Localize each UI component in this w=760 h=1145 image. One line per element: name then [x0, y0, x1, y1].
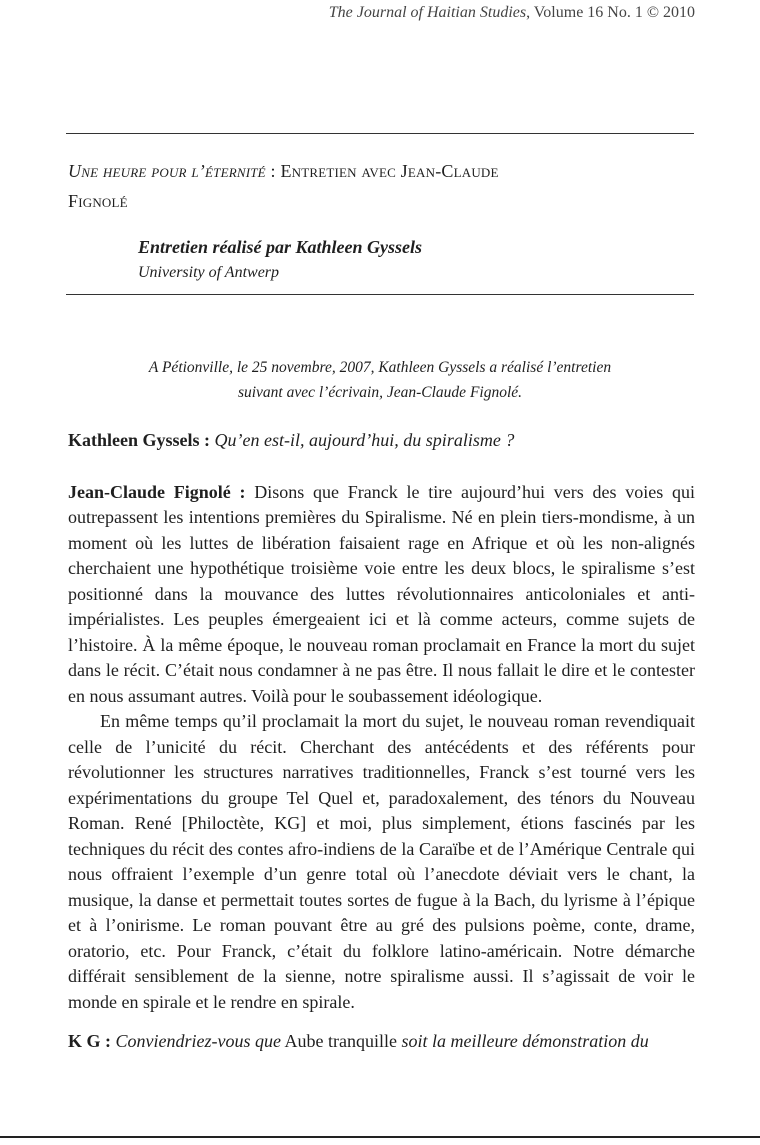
intro-line1: A Pétionville, le 25 novembre, 2007, Kathleen Gyssels a réalisé l’entretien	[148, 359, 612, 376]
intro-note	[120, 355, 640, 405]
intro-line2: suivant avec l’écrivain, Jean-Claude Fignolé.	[237, 384, 523, 401]
question-2-tail: soit la meilleure démonstration du	[401, 1031, 649, 1051]
answer-1-speaker: Jean-Claude Fignolé :	[68, 481, 246, 502]
question-2	[68, 1029, 695, 1055]
question-1-text: Qu’en est-il, aujourd’hui, du spiralisme ?	[214, 430, 515, 450]
running-head	[300, 4, 695, 22]
article-body	[68, 428, 695, 1055]
question-1	[68, 428, 695, 454]
question-2-lead: Conviendriez-vous que	[115, 1031, 281, 1051]
issue-info: , Volume 16 No. 1 © 2010	[526, 4, 695, 21]
title-separator: :	[265, 161, 281, 181]
title-rest-line1: Entretien avec Jean-Claude	[280, 161, 499, 181]
article-title	[68, 156, 698, 216]
answer-1-para-1	[68, 480, 695, 710]
title-italic-part: Une heure pour l’éternité	[68, 161, 266, 181]
title-top-rule	[66, 133, 694, 134]
title-rest-line2: Fignolé	[68, 191, 128, 211]
answer-1-para-1-text: Disons que Franck le tire aujourd’hui vers des voies qui outrepassent les intentions premières du Spiralisme. Né en plein tiers-mondisme, à un moment où les luttes de libération faisaient rage en Afrique et où les non-alignés cherchaient une hypothétique troisième voie entre les deux blocs, le spiralisme s’est positionné dans la mouvance des luttes révolutionnaires anticoloniales et anti-impérialistes. Les peuples émergeaient ici et là comme acteurs, comme sujets de l’histoire. À la même époque, le nouveau roman proclamait en France la mort du sujet dans le récit. C’était nous condamner à ne pas être. Il nous fallait le dire et le contester en nous assumant autres. Voilà pour le soubassement idéologique.	[68, 481, 696, 706]
question-2-work-title: Aube tranquille	[284, 1031, 397, 1051]
question-1-speaker: Kathleen Gyssels :	[68, 430, 210, 450]
page-bottom-edge	[0, 1136, 760, 1138]
journal-title: The Journal of Haitian Studies	[328, 4, 527, 21]
title-bottom-rule	[66, 294, 694, 295]
byline	[138, 233, 678, 285]
byline-author: Entretien réalisé par Kathleen Gyssels	[138, 237, 423, 257]
byline-affiliation: University of Antwerp	[138, 264, 280, 281]
answer-1-para-2: En même temps qu’il proclamait la mort du sujet, le nouveau roman revendiquait celle de l’unicité du récit. Cherchant des antécédents et des référents pour révolutionner les structures narratives traditionnelles, Franck s’est tourné vers les expérimentations du groupe Tel Quel et, paradoxalement, des ténors du Nouveau Roman. René [Philoctète, KG] et moi, plus simplement, étions fascinés par les techniques du récit des contes afro-indiens de la Caraïbe et de l’Amérique Centrale qui nous offraient l’exemple d’un genre total où l’anecdote déviait vers le chant, la musique, la danse et permettait toutes sortes de fugue à la Bach, du lyrisme à l’épique et à l’onirisme. Le roman pouvant être au gré des pulsions poème, conte, drame, oratorio, etc. Pour Franck, c’était du folklore latino-américain. Notre démarche différait sensiblement de la sienne, notre spiralisme aussi. Il s’agissait de voir le monde en spirale et le rendre en spirale.	[68, 711, 695, 1012]
question-2-speaker: K G :	[68, 1031, 111, 1051]
